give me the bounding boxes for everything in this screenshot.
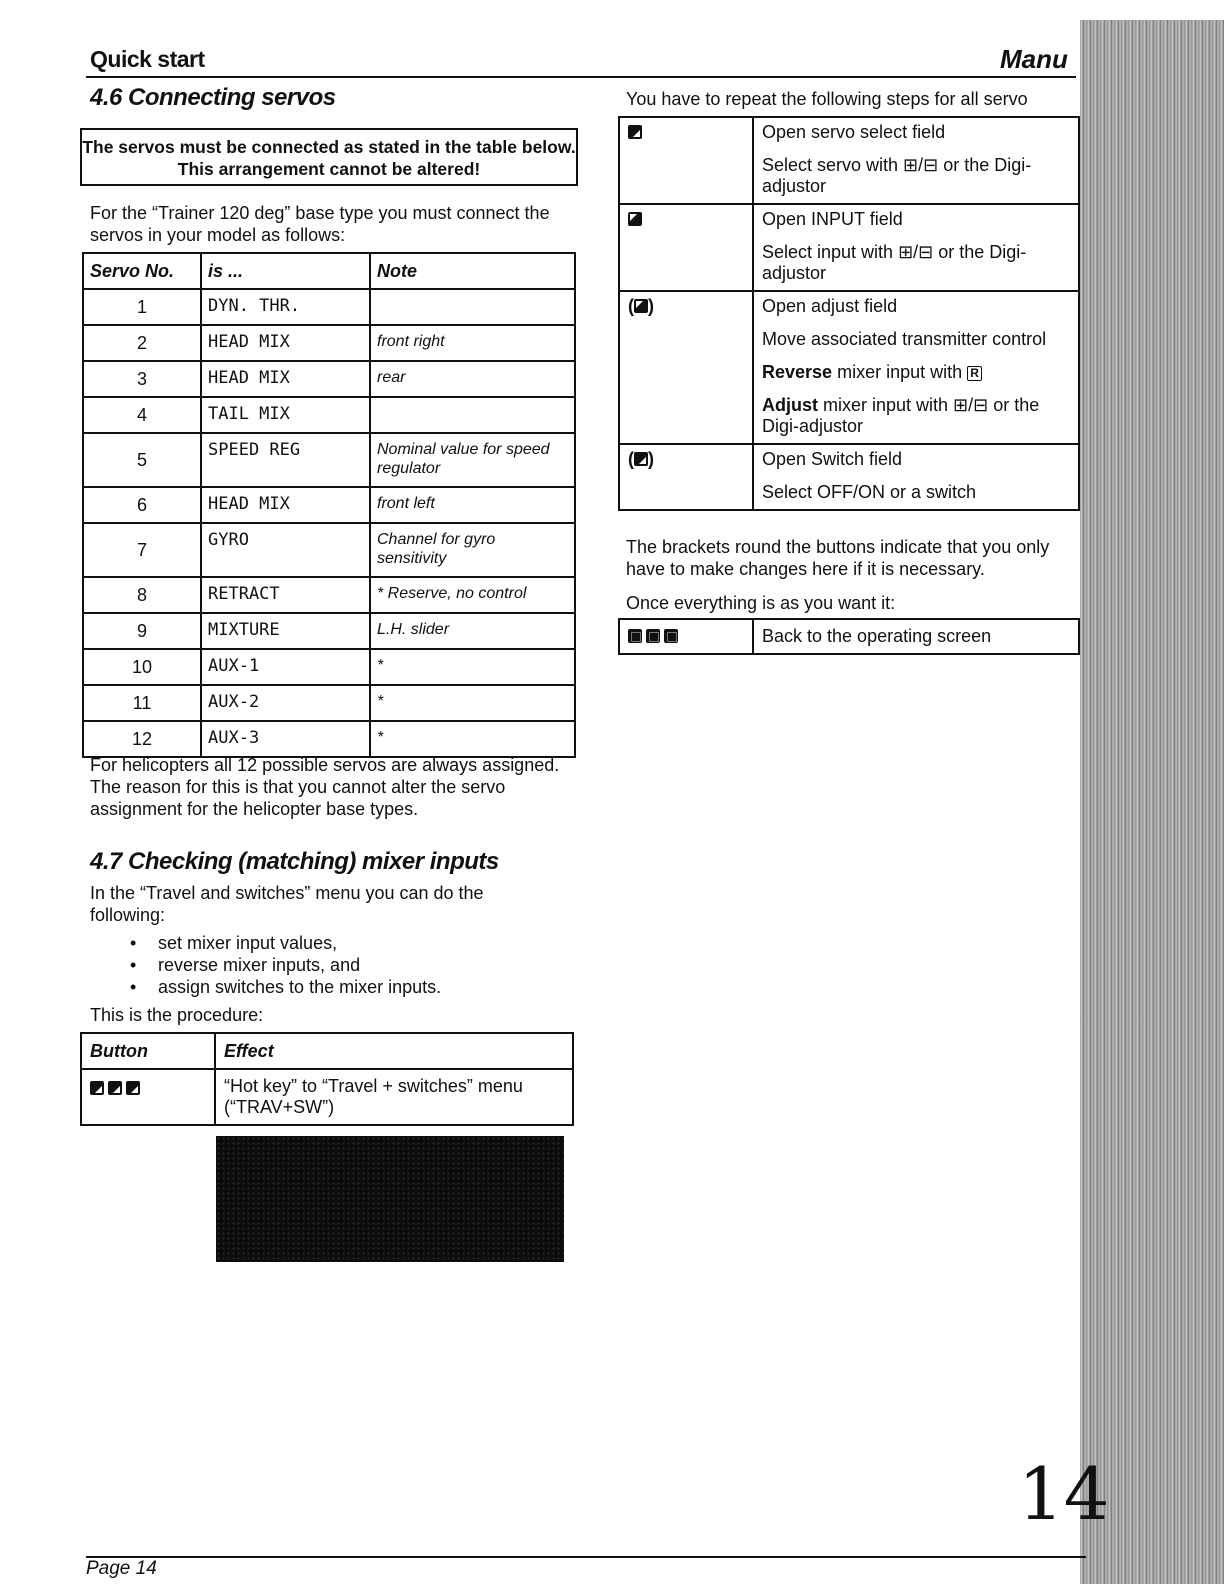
servo-note: * — [370, 649, 575, 685]
list-item: • assign switches to the mixer inputs. — [90, 976, 570, 998]
procedure-label: This is the procedure: — [90, 1005, 264, 1025]
select-key-icon — [628, 125, 642, 139]
servo-number: 8 — [83, 577, 201, 613]
servo-note: L.H. slider — [370, 613, 575, 649]
servo-function: TAIL MIX — [201, 397, 370, 433]
servo-function: MIXTURE — [201, 613, 370, 649]
step-key — [619, 291, 753, 444]
table-row — [83, 613, 575, 649]
step-effect — [753, 291, 1079, 444]
step-line: Select servo with ⊞/⊟ or the Digi-adjustor — [762, 155, 1032, 196]
servo-number: 12 — [83, 721, 201, 757]
servo-note: rear — [370, 361, 575, 397]
bracket-close: ) — [648, 449, 654, 469]
table-row — [619, 117, 1079, 204]
capability-list — [90, 932, 570, 998]
servo-number: 3 — [83, 361, 201, 397]
servo-assignment-table — [82, 252, 576, 758]
servo-note: * — [370, 685, 575, 721]
section-title-4-7: 4.7 Checking (matching) mixer inputs — [90, 848, 499, 875]
input-key-icon — [628, 212, 642, 226]
servo-function: AUX-1 — [201, 649, 370, 685]
servo-function: AUX-2 — [201, 685, 370, 721]
table-row — [619, 444, 1079, 510]
reverse-line — [762, 362, 1070, 383]
back-effect: Back to the operating screen — [753, 619, 1079, 654]
servo-number: 10 — [83, 649, 201, 685]
section-title-4-6: 4.6 Connecting servos — [90, 84, 336, 111]
servo-number: 5 — [83, 433, 201, 487]
bracket-open: ( — [628, 296, 634, 316]
adjust-key-icon — [634, 299, 648, 313]
lcd-screen-image — [216, 1136, 564, 1262]
servo-note — [370, 397, 575, 433]
servo-number: 6 — [83, 487, 201, 523]
key-button-icon — [90, 1081, 104, 1095]
col-header-button: Button — [81, 1033, 215, 1069]
menu-intro-paragraph: In the “Travel and switches” menu you can do the following: — [90, 883, 484, 925]
servo-note: * Reserve, no control — [370, 577, 575, 613]
repeat-steps-intro: You have to repeat the following steps for all servo — [626, 89, 1028, 109]
servo-number: 11 — [83, 685, 201, 721]
back-table — [618, 618, 1080, 655]
table-row — [83, 325, 575, 361]
running-header-right: Manu — [1000, 44, 1068, 74]
servo-note: Nominal value for speed regulator — [370, 433, 575, 487]
adjust-line — [762, 395, 1070, 437]
hotkey-buttons — [81, 1069, 215, 1125]
step-effect — [753, 444, 1079, 510]
servo-number: 2 — [83, 325, 201, 361]
reverse-label: Reverse — [762, 362, 833, 382]
step-line: Open servo select field — [762, 122, 946, 142]
step-line: Open adjust field — [762, 296, 898, 316]
servo-number: 9 — [83, 613, 201, 649]
col-header-effect: Effect — [215, 1033, 573, 1069]
table-row — [81, 1069, 573, 1125]
table-row — [83, 523, 575, 577]
bracket-open: ( — [628, 449, 634, 469]
table-row — [83, 487, 575, 523]
table-row — [619, 619, 1079, 654]
steps-table — [618, 116, 1080, 511]
table-row — [83, 433, 575, 487]
step-key — [619, 117, 753, 204]
key-button-icon — [108, 1081, 122, 1095]
col-header-note: Note — [370, 253, 575, 289]
table-row — [83, 721, 575, 757]
servo-number: 4 — [83, 397, 201, 433]
step-line: Open Switch field — [762, 449, 903, 469]
scan-edge-artifact — [1080, 20, 1224, 1584]
handwritten-page-number: 14 — [1018, 1452, 1110, 1536]
adjust-text: mixer input with ⊞/⊟ or the Digi-adjustor — [762, 395, 1040, 436]
list-item: • set mixer input values, — [90, 932, 570, 954]
col-header-is: is ... — [201, 253, 370, 289]
reverse-text: mixer input with — [837, 362, 963, 382]
servo-note — [370, 289, 575, 325]
footer-rule — [86, 1556, 1086, 1558]
table-row — [619, 291, 1079, 444]
servo-function: SPEED REG — [201, 433, 370, 487]
table-row — [83, 361, 575, 397]
servo-function: AUX-3 — [201, 721, 370, 757]
table-row — [83, 685, 575, 721]
table-row — [83, 397, 575, 433]
step-effect — [753, 204, 1079, 291]
servo-note: front left — [370, 487, 575, 523]
warning-box: The servos must be connected as stated in the table below. This arrangement cannot be altered! — [80, 128, 578, 186]
servo-function: DYN. THR. — [201, 289, 370, 325]
hotkey-effect: “Hot key” to “Travel + switches” menu (“TRAV+SW”) — [215, 1069, 573, 1125]
step-key — [619, 204, 753, 291]
helicopter-note-paragraph: For helicopters all 12 possible servos are always assigned. The reason for this is that you cannot alter the servo assignment for the helicopter base types. — [90, 755, 560, 819]
switch-key-icon — [634, 452, 648, 466]
key-button-icon — [126, 1081, 140, 1095]
step-key — [619, 444, 753, 510]
key-button-icon — [646, 629, 660, 643]
reverse-button-icon: R — [967, 366, 982, 381]
servo-function: RETRACT — [201, 577, 370, 613]
step-line: Open INPUT field — [762, 209, 903, 229]
back-keys — [619, 619, 753, 654]
servo-note: * — [370, 721, 575, 757]
brackets-note: The brackets round the buttons indicate that you only have to make changes here if it is necessary. — [626, 537, 1050, 579]
table-row — [83, 649, 575, 685]
key-button-icon — [628, 629, 642, 643]
servo-function: HEAD MIX — [201, 487, 370, 523]
table-row — [83, 289, 575, 325]
servo-function: HEAD MIX — [201, 361, 370, 397]
list-item: • reverse mixer inputs, and — [90, 954, 570, 976]
step-line: Select input with ⊞/⊟ or the Digi-adjustor — [762, 242, 1027, 283]
page-number: Page 14 — [86, 1558, 157, 1579]
header-rule — [86, 76, 1076, 78]
servo-function: GYRO — [201, 523, 370, 577]
intro-paragraph: For the “Trainer 120 deg” base type you must connect the servos in your model as follows: — [90, 203, 550, 245]
servo-note: Channel for gyro sensitivity — [370, 523, 575, 577]
servo-number: 7 — [83, 523, 201, 577]
running-header: Quick start — [90, 46, 205, 72]
col-header-servo-no: Servo No. — [83, 253, 201, 289]
servo-number: 1 — [83, 289, 201, 325]
step-effect — [753, 117, 1079, 204]
once-label: Once everything is as you want it: — [626, 593, 896, 613]
adjust-label: Adjust — [762, 395, 818, 415]
procedure-table — [80, 1032, 574, 1126]
table-row — [619, 204, 1079, 291]
table-row — [83, 577, 575, 613]
step-line: Select OFF/ON or a switch — [762, 482, 977, 502]
key-button-icon — [664, 629, 678, 643]
bracket-close: ) — [648, 296, 654, 316]
servo-function: HEAD MIX — [201, 325, 370, 361]
step-line: Move associated transmitter control — [762, 329, 1047, 349]
servo-note: front right — [370, 325, 575, 361]
